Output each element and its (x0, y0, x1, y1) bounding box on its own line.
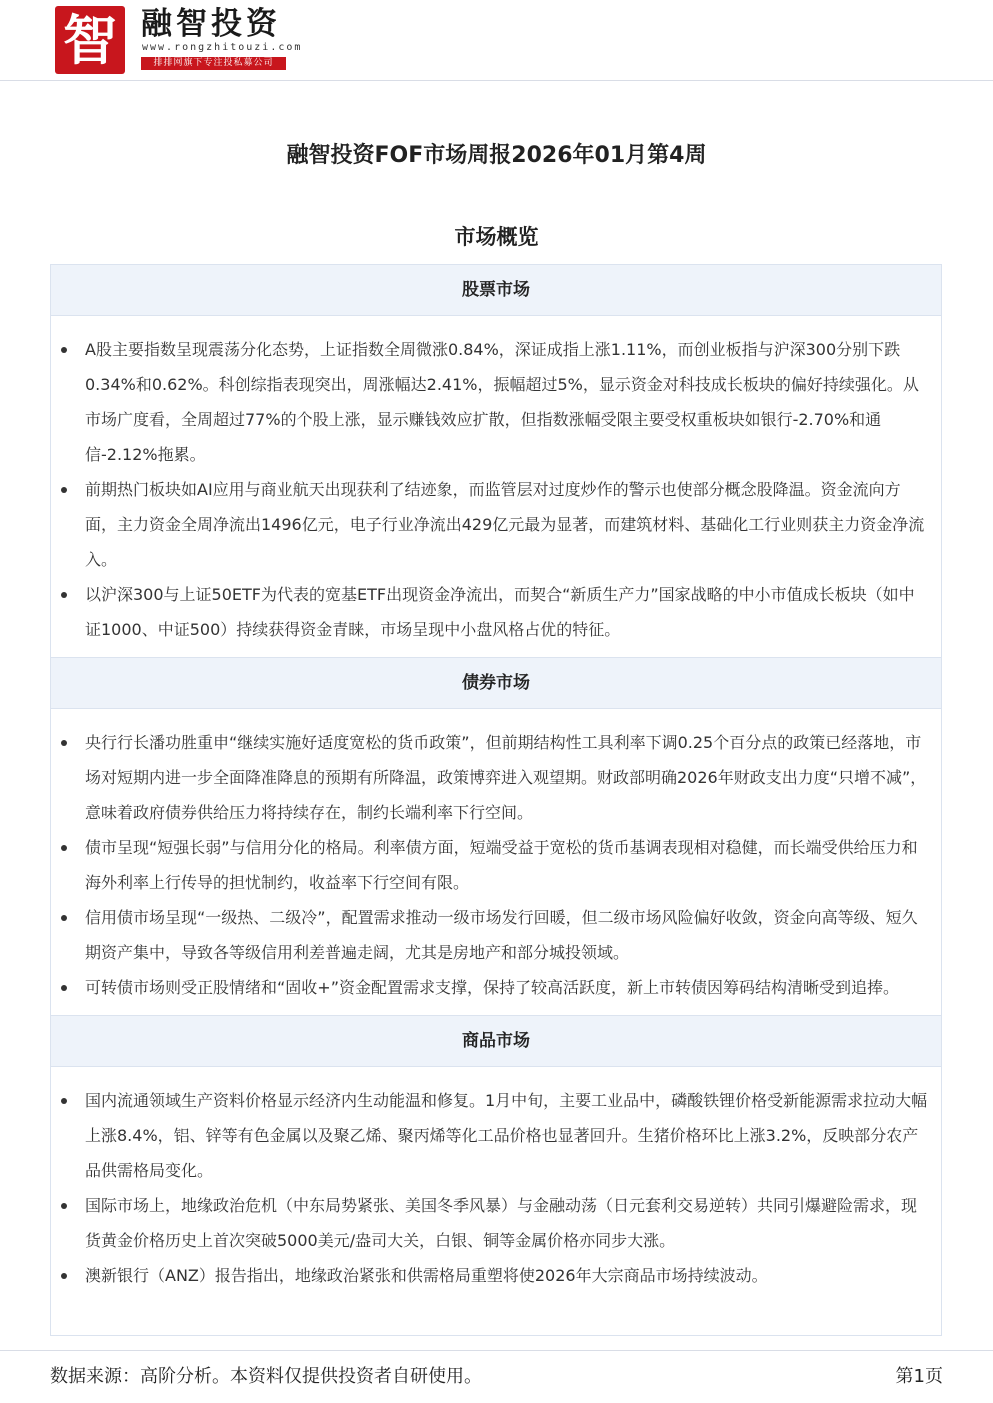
commodity-market-heading: 商品市场 (51, 1015, 941, 1067)
list-item: 债市呈现“短强长弱”与信用分化的格局。利率债方面，短端受益于宽松的货币基调表现相对稳健，而长端受供给压力和海外利率上行传导的担忧制约，收益率下行空间有限。 (85, 830, 929, 900)
section-title: 市场概览 (454, 225, 539, 249)
brand-name: 融智投资 (141, 6, 281, 42)
list-item: 澳新银行（ANZ）报告指出，地缘政治紧张和供需格局重塑将使2026年大宗商品市场持续波动。 (85, 1258, 929, 1293)
bond-market-heading: 债券市场 (51, 657, 941, 709)
list-item: 央行行长潘功胜重申“继续实施好适度宽松的货币政策”，但前期结构性工具利率下调0.25个百分点的政策已经落地，市场对短期内进一步全面降准降息的预期有所降温，政策博弈进入观望期。财政部明确2026年财政支出力度“只增不减”，意味着政府债券供给压力将持续存在，制约长端利率下行空间。 (85, 725, 929, 830)
list-item: A股主要指数呈现震荡分化态势，上证指数全周微涨0.84%，深证成指上涨1.11%，而创业板指与沪深300分别下跌0.34%和0.62%。科创综指表现突出，周涨幅达2.41%，振幅超过5%，显示资金对科技成长板块的偏好持续强化。从市场广度看，全周超过77%的个股上涨，显示赚钱效应扩散，但指数涨幅受限主要受权重板块如银行-2.70%和通信-2.12%拖累。 (85, 332, 929, 472)
list-item: 以沪深300与上证50ETF为代表的宽基ETF出现资金净流出，而契合“新质生产力”国家战略的中小市值成长板块（如中证1000、中证500）持续获得资金青睐，市场呈现中小盘风格占优的特征。 (85, 577, 929, 647)
list-item: 前期热门板块如AI应用与商业航天出现获利了结迹象，而监管层对过度炒作的警示也使部分概念股降温。资金流向方面，主力资金全周净流出1496亿元，电子行业净流出429亿元最为显著，而建筑材料、基础化工行业则获主力资金净流入。 (85, 472, 929, 577)
stock-market-list (51, 316, 941, 657)
brand-url: www.rongzhitouzi.com (142, 42, 303, 53)
page-header (0, 0, 993, 81)
bond-market-list (51, 709, 941, 1015)
list-item: 信用债市场呈现“一级热、二级冷”，配置需求推动一级市场发行回暖，但二级市场风险偏好收敛，资金向高等级、短久期资产集中，导致各等级信用利差普遍走阔，尤其是房地产和部分城投领域。 (85, 900, 929, 970)
data-source-note: 数据来源：高阶分析。本资料仅提供投资者自研使用。 (50, 1366, 482, 1387)
list-item: 国际市场上，地缘政治危机（中东局势紧张、美国冬季风暴）与金融动荡（日元套利交易逆转）共同引爆避险需求，现货黄金价格历史上首次突破5000美元/盎司大关，白银、铜等金属价格亦同步大涨。 (85, 1188, 929, 1258)
page-number: 第1页 (895, 1366, 943, 1387)
commodity-market-list (51, 1067, 941, 1303)
brand-slogan: 排排网旗下专注投私募公司 (141, 57, 286, 70)
brand-logo-icon: 智 (55, 6, 125, 74)
stock-market-heading: 股票市场 (51, 265, 941, 316)
report-title: 融智投资FOF市场周报2026年01月第4周 (286, 143, 707, 168)
market-overview-panel (50, 264, 942, 1336)
list-item: 国内流通领域生产资料价格显示经济内生动能温和修复。1月中旬，主要工业品中，磷酸铁锂价格受新能源需求拉动大幅上涨8.4%，铝、锌等有色金属以及聚乙烯、聚丙烯等化工品价格也显著回升。生猪价格环比上涨3.2%，反映部分农产品供需格局变化。 (85, 1083, 929, 1188)
list-item: 可转债市场则受正股情绪和“固收+”资金配置需求支撑，保持了较高活跃度，新上市转债因筹码结构清晰受到追捧。 (85, 970, 929, 1005)
footer-divider (0, 1350, 993, 1351)
